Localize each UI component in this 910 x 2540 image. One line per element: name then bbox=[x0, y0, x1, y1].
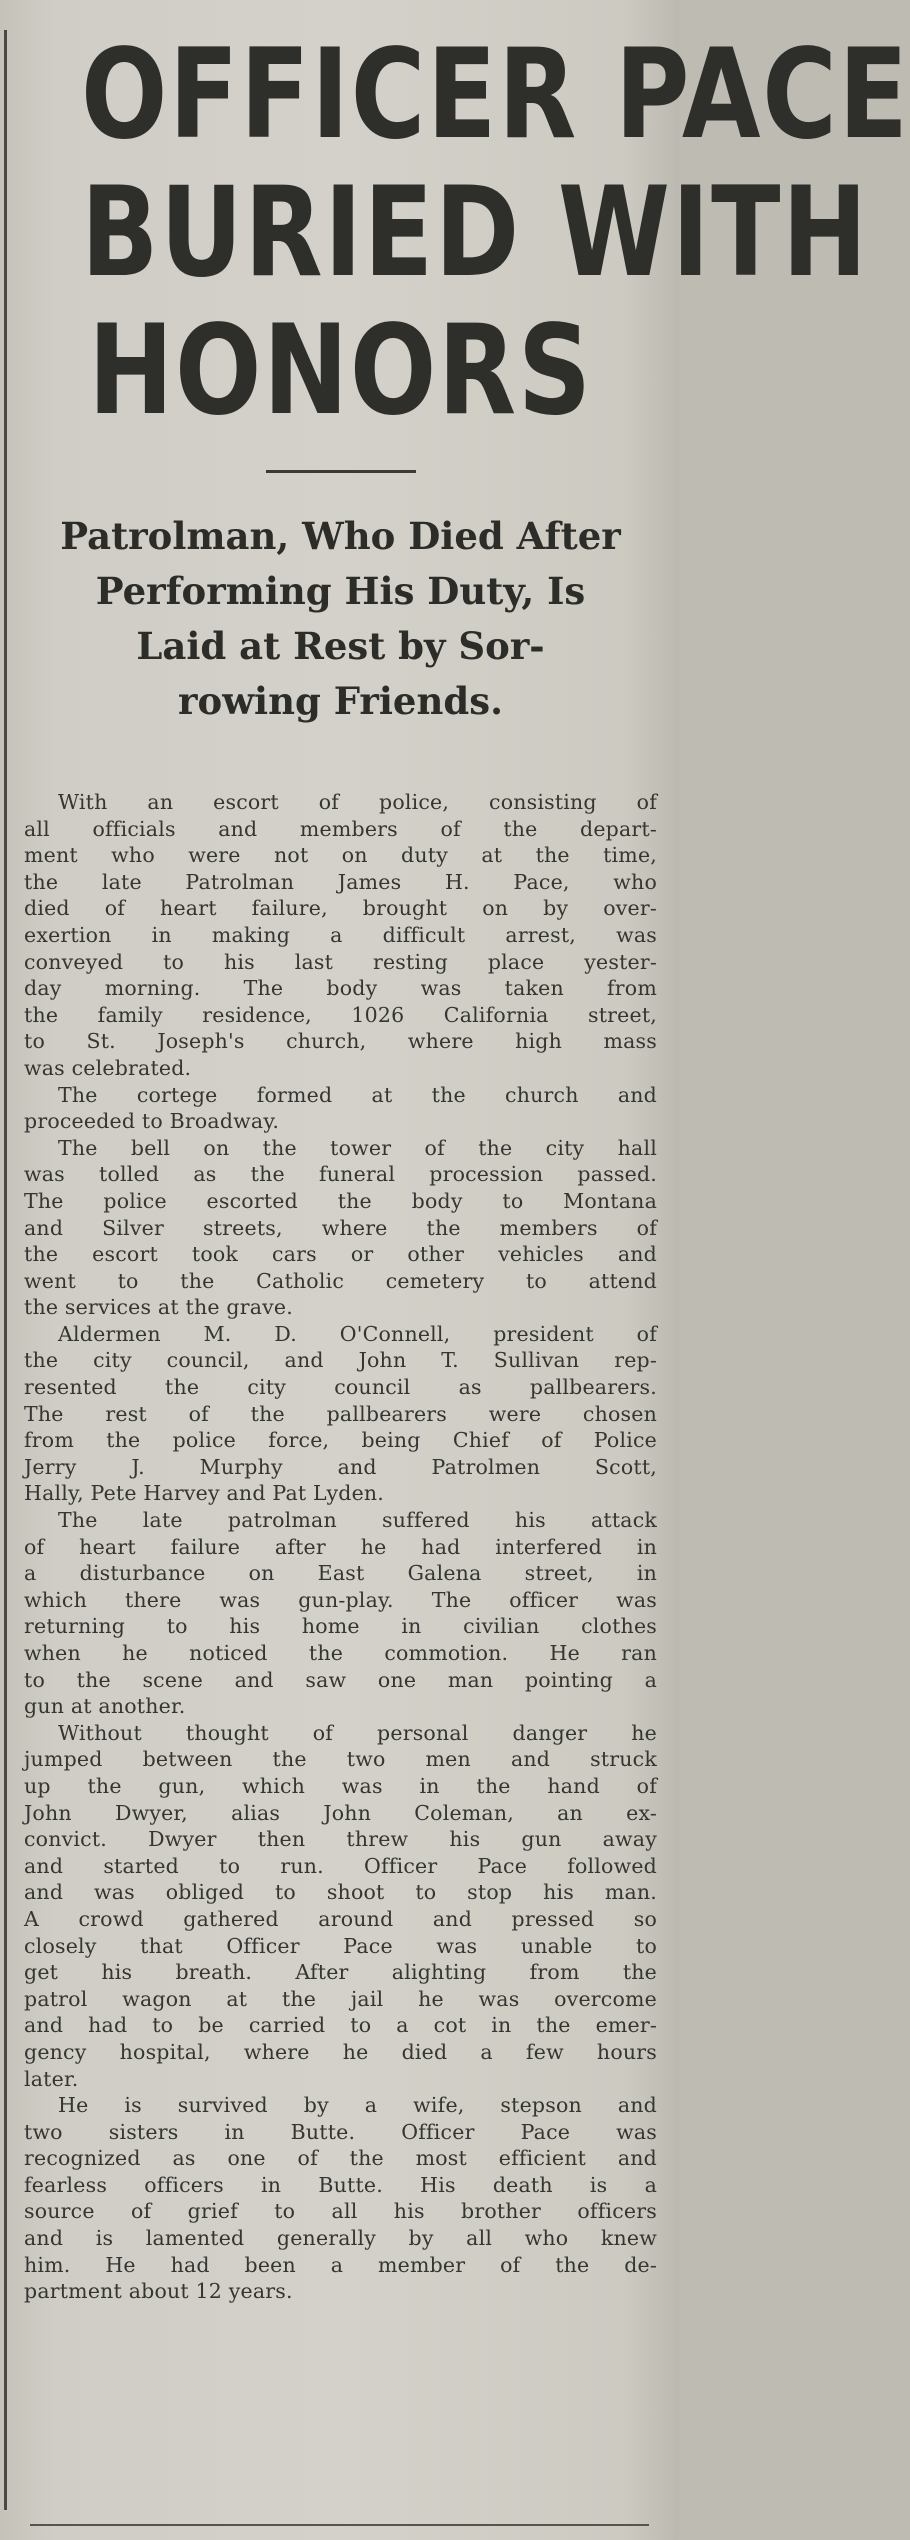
article-line: the escort took cars or other vehicles and bbox=[24, 1242, 657, 1267]
article-line: and is lamented generally by all who knew bbox=[24, 2226, 657, 2251]
article-line: Without thought of personal danger he bbox=[58, 1720, 657, 1745]
headline-divider bbox=[266, 470, 416, 473]
article-line: The late patrolman suffered his attack bbox=[58, 1508, 657, 1533]
article-line: Hally, Pete Harvey and Pat Lyden. bbox=[24, 1481, 385, 1506]
article-line: went to the Catholic cemetery to attend bbox=[24, 1268, 657, 1293]
article-line: the family residence, 1026 California street, bbox=[24, 1002, 657, 1027]
article-line: was celebrated. bbox=[24, 1055, 192, 1080]
article-body bbox=[24, 789, 657, 2305]
article-line: jumped between the two men and struck bbox=[24, 1747, 657, 1772]
article-line: died of heart failure, brought on by over- bbox=[24, 896, 657, 921]
subheadline bbox=[24, 509, 657, 729]
article-line: and had to be carried to a cot in the emer- bbox=[24, 2013, 657, 2038]
article-line: The rest of the pallbearers were chosen bbox=[24, 1401, 657, 1426]
subheadline-line: rowing Friends. bbox=[178, 679, 503, 723]
subheadline-line: Performing His Duty, Is bbox=[95, 569, 586, 613]
article-line: two sisters in Butte. Officer Pace was bbox=[24, 2119, 657, 2144]
article-line: to the scene and saw one man pointing a bbox=[24, 1667, 657, 1692]
article-line: the city council, and John T. Sullivan rep- bbox=[24, 1348, 657, 1373]
bottom-rule bbox=[30, 2524, 649, 2526]
article-line: and was obliged to shoot to stop his man. bbox=[24, 1880, 657, 1905]
article-line: partment about 12 years. bbox=[24, 2279, 293, 2304]
article-line: The cortege formed at the church and bbox=[58, 1082, 657, 1107]
article-line: Jerry J. Murphy and Patrolmen Scott, bbox=[24, 1454, 657, 1479]
article-line: convict. Dwyer then threw his gun away bbox=[24, 1827, 657, 1852]
article-line: returning to his home in civilian clothes bbox=[24, 1614, 657, 1639]
headline-line: OFFICER PACE bbox=[80, 23, 910, 167]
article-line: from the police force, being Chief of Police bbox=[24, 1428, 657, 1453]
article-line: A crowd gathered around and pressed so bbox=[24, 1906, 657, 1931]
article-line: ment who were not on duty at the time, bbox=[24, 843, 657, 868]
article-line: all officials and members of the depart- bbox=[24, 816, 657, 841]
article-line: was tolled as the funeral procession passed. bbox=[24, 1162, 657, 1187]
article-line: get his breath. After alighting from the bbox=[24, 1960, 657, 1985]
article-line: and Silver streets, where the members of bbox=[24, 1215, 657, 1240]
article-line: him. He had been a member of the de- bbox=[24, 2252, 657, 2277]
article-line: exertion in making a difficult arrest, was bbox=[24, 922, 657, 947]
column-rule bbox=[4, 30, 7, 2510]
article-line: With an escort of police, consisting of bbox=[58, 790, 657, 814]
article-line: Aldermen M. D. O'Connell, president of bbox=[58, 1321, 657, 1346]
article-line: of heart failure after he had interfered in bbox=[24, 1534, 657, 1559]
article-line: which there was gun-play. The officer was bbox=[24, 1587, 657, 1612]
article-line: fearless officers in Butte. His death is a bbox=[24, 2172, 657, 2197]
article-line: John Dwyer, alias John Coleman, an ex- bbox=[24, 1800, 657, 1825]
article-line: when he noticed the commotion. He ran bbox=[24, 1641, 657, 1665]
subheadline-line: Laid at Rest by Sor- bbox=[136, 624, 545, 668]
article-line: recognized as one of the most efficient and bbox=[24, 2146, 657, 2171]
article-line: conveyed to his last resting place yester- bbox=[24, 949, 657, 974]
headline bbox=[80, 0, 910, 443]
article-line: the late Patrolman James H. Pace, who bbox=[24, 869, 657, 894]
article-line: He is survived by a wife, stepson and bbox=[58, 2093, 657, 2118]
article-line: The police escorted the body to Montana bbox=[24, 1188, 657, 1213]
article-line: gun at another. bbox=[24, 1694, 186, 1719]
article-line: the services at the grave. bbox=[24, 1295, 293, 1320]
article-line: gency hospital, where he died a few hours bbox=[24, 2039, 657, 2064]
article-line: resented the city council as pallbearers. bbox=[24, 1375, 657, 1400]
subheadline-line: Patrolman, Who Died After bbox=[60, 514, 621, 558]
article-line: up the gun, which was in the hand of bbox=[24, 1773, 657, 1798]
article-line: day morning. The body was taken from bbox=[24, 976, 657, 1001]
headline-line: HONORS bbox=[88, 299, 593, 443]
article-line: proceeded to Broadway. bbox=[24, 1109, 280, 1134]
article-line: closely that Officer Pace was unable to bbox=[24, 1933, 657, 1958]
article-line: a disturbance on East Galena street, in bbox=[24, 1561, 657, 1586]
article-line: source of grief to all his brother officers bbox=[24, 2199, 657, 2224]
article-line: and started to run. Officer Pace followed bbox=[24, 1853, 657, 1878]
article-line: patrol wagon at the jail he was overcome bbox=[24, 1986, 657, 2011]
article-line: to St. Joseph's church, where high mass bbox=[24, 1029, 657, 1054]
headline-line: BURIED WITH bbox=[80, 161, 869, 305]
article-line: later. bbox=[24, 2066, 79, 2091]
article-line: The bell on the tower of the city hall bbox=[58, 1135, 657, 1160]
